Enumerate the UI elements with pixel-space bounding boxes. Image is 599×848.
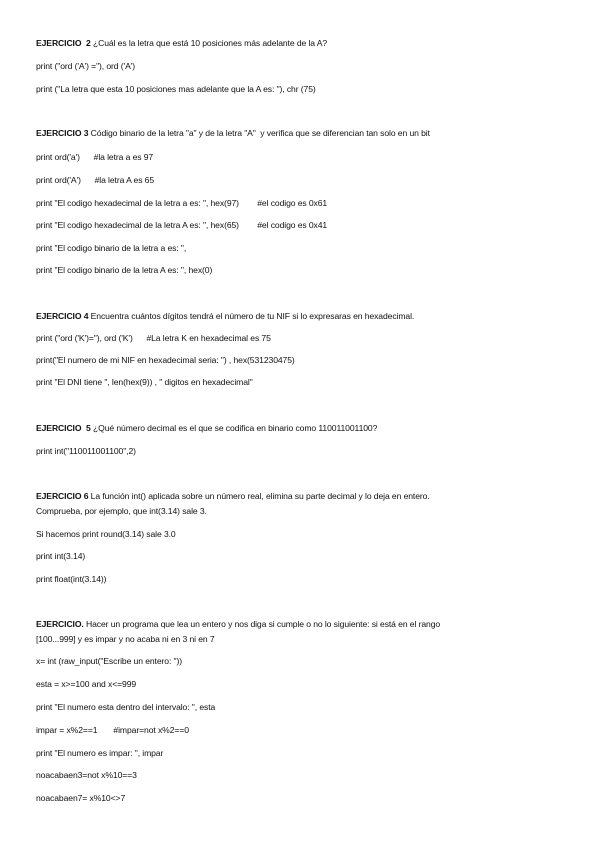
code-line: esta = x>=100 and x<=999 bbox=[36, 679, 137, 689]
exercise-4-heading: EJERCICIO 4 Encuentra cuántos dígitos tendrá el número de tu NIF si lo expresaras en hexadecimal. bbox=[36, 311, 415, 321]
text-line: Comprueba, por ejemplo, que int(3.14) sale 3. bbox=[36, 506, 207, 516]
exercise-3-heading: EJERCICIO 3 Código binario de la letra "a" y de la letra "A" y verifica que se diferencian tan solo en un bit bbox=[36, 128, 430, 138]
code-line: print int(3.14) bbox=[36, 551, 86, 561]
code-line: noacabaen7= x%10<>7 bbox=[36, 793, 126, 803]
code-line: print ("ord ('A') ="), ord ('A') bbox=[36, 61, 136, 71]
code-line: print ("La letra que esta 10 posiciones mas adelante que la A es: "), chr (75) bbox=[36, 84, 316, 94]
code-line: print float(int(3.14)) bbox=[36, 574, 107, 584]
code-line: noacabaen3=not x%10==3 bbox=[36, 770, 137, 780]
exercise-6-heading: EJERCICIO 6 La función int() aplicada sobre un número real, elimina su parte decimal y lo deja en entero. bbox=[36, 491, 430, 501]
code-line: print int("110011001100",2) bbox=[36, 446, 136, 456]
exercise-2-heading: EJERCICIO 2 ¿Cuál es la letra que está 10 posiciones más adelante de la A? bbox=[36, 38, 328, 48]
code-line: print "El numero esta dentro del intervalo: ", esta bbox=[36, 702, 216, 712]
code-line: print "El codigo hexadecimal de la letra a es: ", hex(97) #el codigo es 0x61 bbox=[36, 198, 328, 208]
code-line: print ("ord ('K')="), ord ('K') #La letra K en hexadecimal es 75 bbox=[36, 333, 271, 343]
code-line: print "El codigo binario de la letra A es: ", hex(0) bbox=[36, 265, 213, 275]
code-line: impar = x%2==1 #impar=not x%2==0 bbox=[36, 725, 189, 735]
text-line: [100...999] y es impar y no acaba ni en 3 ni en 7 bbox=[36, 634, 215, 644]
code-line: print("El numero de mi NIF en hexadecimal seria: ") , hex(531230475) bbox=[36, 355, 295, 365]
text-line: Si hacemos print round(3.14) sale 3.0 bbox=[36, 529, 176, 539]
code-line: print "El codigo binario de la letra a es: ", bbox=[36, 243, 187, 253]
code-line: print "El numero es impar: ", impar bbox=[36, 748, 164, 758]
code-line: print ord('A') #la letra A es 65 bbox=[36, 175, 155, 185]
code-line: print "El DNI tiene ", len(hex(9)) , " digitos en hexadecimal" bbox=[36, 377, 253, 387]
exercise-heading: EJERCICIO. Hacer un programa que lea un entero y nos diga si cumple o no lo siguiente: si está en el rango bbox=[36, 619, 441, 629]
code-line: x= int (raw_input("Escribe un entero: ")) bbox=[36, 656, 183, 666]
exercise-5-heading: EJERCICIO 5 ¿Qué número decimal es el que se codifica en binario como 110011001100? bbox=[36, 423, 378, 433]
code-line: print ord('a') #la letra a es 97 bbox=[36, 152, 154, 162]
code-line: print "El codigo hexadecimal de la letra A es: ", hex(65) #el codigo es 0x41 bbox=[36, 220, 328, 230]
